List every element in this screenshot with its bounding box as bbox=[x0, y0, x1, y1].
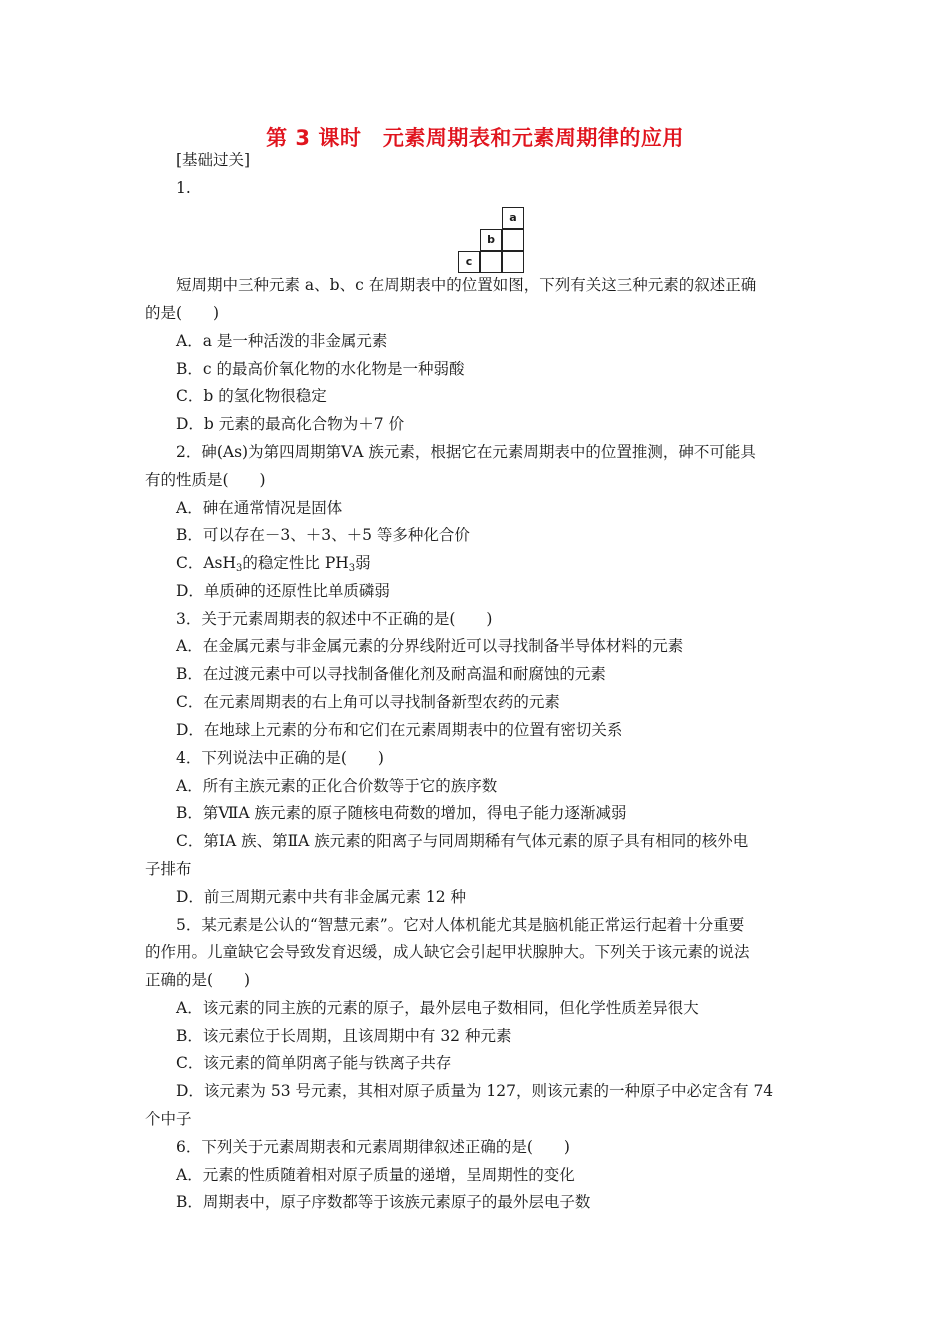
q5-stem: 5．某元素是公认的“智慧元素”。它对人体机能尤其是脑机能正常运行起着十分重要 bbox=[176, 916, 745, 934]
q2-stem-cont: 有的性质是( ) bbox=[145, 471, 266, 489]
cell-a: a bbox=[502, 207, 524, 229]
periodic-position-figure bbox=[458, 207, 528, 273]
q1-stem: 短周期中三种元素 a、b、c 在周期表中的位置如图，下列有关这三种元素的叙述正确 bbox=[176, 276, 757, 294]
q2-stem: 2．砷(As)为第四周期第ⅤA 族元素，根据它在元素周期表中的位置推测，砷不可能具 bbox=[176, 443, 756, 461]
cell-b: b bbox=[480, 229, 502, 251]
q5-option-d-cont: 个中子 bbox=[145, 1110, 192, 1128]
cell-empty bbox=[502, 251, 524, 273]
q5-option-c: C．该元素的简单阴离子能与铁离子共存 bbox=[176, 1054, 452, 1072]
q4-option-c-cont: 子排布 bbox=[145, 860, 192, 878]
q1-option-d: D．b 元素的最高化合物为＋7 价 bbox=[176, 415, 405, 433]
q4-stem: 4．下列说法中正确的是( ) bbox=[176, 749, 384, 767]
q3-option-c: C．在元素周期表的右上角可以寻找制备新型农药的元素 bbox=[176, 693, 560, 711]
q1-option-a: A．a 是一种活泼的非金属元素 bbox=[176, 332, 388, 350]
q1-stem-cont: 的是( ) bbox=[145, 304, 220, 322]
q6-option-a: A．元素的性质随着相对原子质量的递增，呈周期性的变化 bbox=[176, 1166, 575, 1184]
q5-option-a: A．该元素的同主族的元素的原子，最外层电子数相同，但化学性质差异很大 bbox=[176, 999, 699, 1017]
q5-stem-cont: 的作用。儿童缺它会导致发育迟缓，成人缺它会引起甲状腺肿大。下列关于该元素的说法 bbox=[145, 943, 750, 961]
q1-option-b: B．c 的最高价氧化物的水化物是一种弱酸 bbox=[176, 360, 465, 378]
q4-option-d: D．前三周期元素中共有非金属元素 12 种 bbox=[176, 888, 467, 906]
q5-option-b: B．该元素位于长周期，且该周期中有 32 种元素 bbox=[176, 1027, 512, 1045]
page-title: 第 3 课时 元素周期表和元素周期律的应用 bbox=[266, 126, 684, 150]
q2-option-c: C．AsH$_3$的稳定性比 $PH_3$弱 bbox=[176, 554, 371, 574]
q4-option-b: B．第ⅦA 族元素的原子随核电荷数的增加，得电子能力逐渐减弱 bbox=[176, 804, 627, 822]
section-label: [基础过关] bbox=[176, 151, 251, 169]
cell-c: c bbox=[458, 251, 480, 273]
q1-number: 1. bbox=[176, 179, 191, 197]
q1-option-c: C．b 的氢化物很稳定 bbox=[176, 387, 327, 405]
cell-empty bbox=[480, 251, 502, 273]
q6-stem: 6．下列关于元素周期表和元素周期律叙述正确的是( ) bbox=[176, 1138, 570, 1156]
q4-option-c: C．第ⅠA 族、第ⅡA 族元素的阳离子与同周期稀有气体元素的原子具有相同的核外电 bbox=[176, 832, 749, 850]
cell-empty bbox=[502, 229, 524, 251]
q2-option-d: D．单质砷的还原性比单质磷弱 bbox=[176, 582, 390, 600]
q3-option-d: D．在地球上元素的分布和它们在元素周期表中的位置有密切关系 bbox=[176, 721, 623, 739]
q5-stem-cont: 正确的是( ) bbox=[145, 971, 251, 989]
q2-option-b: B．可以存在－3、＋3、＋5 等多种化合价 bbox=[176, 526, 470, 544]
q6-option-b: B．周期表中，原子序数都等于该族元素原子的最外层电子数 bbox=[176, 1193, 591, 1211]
q5-option-d: D．该元素为 53 号元素，其相对原子质量为 127，则该元素的一种原子中必定含有 74 bbox=[176, 1082, 774, 1100]
q3-stem: 3．关于元素周期表的叙述中不正确的是( ) bbox=[176, 610, 493, 628]
q4-option-a: A．所有主族元素的正化合价数等于它的族序数 bbox=[176, 777, 498, 795]
q2-option-a: A．砷在通常情况是固体 bbox=[176, 499, 343, 517]
q3-option-a: A．在金属元素与非金属元素的分界线附近可以寻找制备半导体材料的元素 bbox=[176, 637, 684, 655]
q3-option-b: B．在过渡元素中可以寻找制备催化剂及耐高温和耐腐蚀的元素 bbox=[176, 665, 606, 683]
